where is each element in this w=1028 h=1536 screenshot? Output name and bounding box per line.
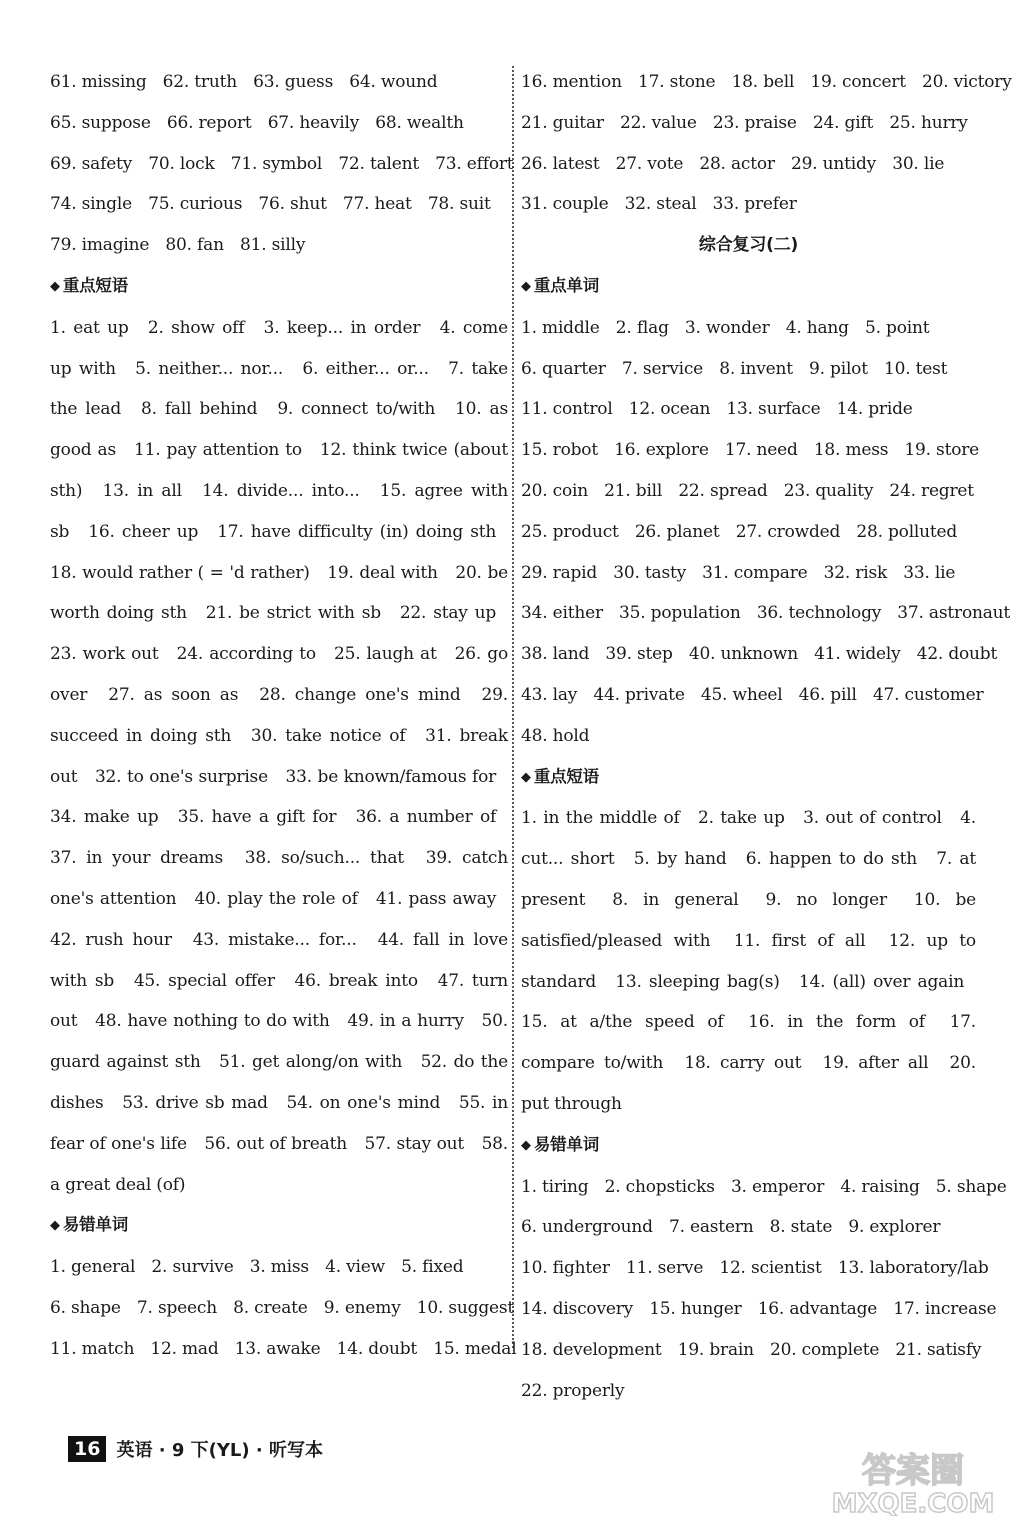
- word-item: 6. quarter: [521, 358, 606, 379]
- word-item: 7. service: [621, 358, 704, 379]
- word-row: [521, 1167, 1007, 1208]
- word-item: 37. astronaut: [897, 603, 1011, 624]
- word-item: 4. raising: [840, 1176, 920, 1197]
- phrase-item: 49. in a hurry: [347, 1011, 464, 1032]
- phrase-item: 13. sleeping bag(s): [615, 971, 780, 992]
- word-row: [521, 675, 984, 716]
- phrase-item: 16. cheer up: [88, 521, 199, 542]
- word-row: [521, 430, 980, 471]
- word-item: 39. step: [605, 644, 673, 665]
- phrase-item: 8. in general: [612, 889, 739, 910]
- phrase-item: 55. in fear of one's life: [50, 1092, 509, 1154]
- phrase-item: 2. show off: [147, 317, 245, 338]
- word-item: 16. explore: [614, 440, 709, 461]
- word-item: 16. advantage: [757, 1298, 878, 1319]
- word-item: 69. safety: [50, 153, 133, 174]
- diamond-icon: ◆: [50, 1218, 60, 1234]
- phrase-item: 3. out of control: [803, 808, 942, 829]
- phrase-item: 7. take the lead: [50, 358, 508, 420]
- word-item: 25. product: [521, 521, 619, 542]
- phrase-item: 19. after all: [822, 1053, 929, 1074]
- word-item: 47. customer: [872, 684, 984, 705]
- word-item: 63. guess: [253, 72, 334, 92]
- word-row: [50, 1329, 517, 1370]
- phrase-item: 36. a number of: [355, 807, 497, 828]
- phrase-item: 32. to one's surprise: [94, 766, 268, 787]
- word-item: 24. gift: [812, 112, 874, 133]
- phrase-item: 27. as soon as: [108, 684, 239, 705]
- word-item: 9. explorer: [848, 1217, 941, 1238]
- word-row: [521, 1371, 976, 1412]
- word-item: 1. middle: [521, 317, 600, 338]
- word-item: 3. emperor: [730, 1176, 825, 1197]
- word-row: [521, 1248, 989, 1289]
- phrase-item: 38. so/such... that: [244, 848, 404, 869]
- word-row: [50, 225, 508, 266]
- word-item: 26. planet: [634, 521, 720, 542]
- word-item: 30. lie: [892, 153, 945, 174]
- phrase-item: 44. fall in love with sb: [50, 929, 508, 991]
- phrase-item: 39. catch one's attention: [50, 848, 508, 909]
- phrase-item: 19. deal with: [327, 562, 438, 583]
- phrase-item: 16. in the form of: [748, 1012, 925, 1033]
- phrase-item: 12. think twice (about sth): [50, 440, 508, 501]
- word-item: 80. fan: [165, 235, 224, 256]
- phrase-item: 26. go over: [50, 644, 508, 705]
- word-item: 20. coin: [521, 480, 588, 501]
- diamond-icon: ◆: [50, 278, 60, 294]
- phrase-item: 33. be known/famous for: [285, 766, 497, 787]
- phrase-item: 37. in your dreams: [50, 848, 223, 869]
- word-item: 12. mad: [150, 1338, 219, 1359]
- word-item: 28. polluted: [856, 521, 958, 542]
- phrase-item: 7. at present: [521, 849, 976, 910]
- word-item: 2. flag: [615, 317, 669, 338]
- word-item: 76. shut: [258, 194, 327, 215]
- word-item: 17. stone: [637, 72, 716, 92]
- word-item: 8. state: [769, 1217, 833, 1238]
- phrase-item: 45. special offer: [133, 970, 275, 991]
- phrase-item: 22. stay up: [399, 603, 497, 624]
- word-item: 46. pill: [798, 684, 857, 705]
- phrase-item: 35. have a gift for: [177, 807, 337, 828]
- word-item: 28. actor: [699, 153, 775, 174]
- word-item: 22. spread: [678, 480, 768, 501]
- phrase-item: 12. up to standard: [521, 930, 976, 992]
- phrase-item: 17. compare to/with: [521, 1012, 976, 1074]
- word-item: 15. hunger: [649, 1298, 742, 1319]
- phrase-item: 11. pay attention to: [134, 440, 302, 461]
- phrase-item: 6. happen to do sth: [745, 849, 917, 870]
- word-item: 27. crowded: [735, 521, 841, 542]
- phrase-item: 29. succeed in doing sth: [50, 684, 508, 746]
- diamond-icon: ◆: [521, 1137, 531, 1153]
- phrase-item: 54. on one's mind: [286, 1092, 441, 1113]
- word-row: [521, 62, 1012, 103]
- phrase-item: 6. either... or...: [302, 358, 429, 379]
- phrase-item: 43. mistake... for...: [192, 929, 357, 950]
- word-row: [521, 389, 976, 430]
- phrase-item: 9. no longer: [765, 889, 887, 910]
- left-column: [50, 62, 517, 1370]
- word-row: [521, 184, 976, 225]
- confusing-words-list: [50, 1247, 517, 1369]
- phrase-item: 42. rush hour: [50, 929, 172, 950]
- watermark-bottom: MXQE.COM: [831, 1489, 995, 1516]
- word-item: 33. lie: [903, 562, 956, 583]
- book-title: 英语 · 9 下(YL) · 听写本: [116, 1440, 323, 1461]
- watermark-top: 答案圈: [862, 1451, 964, 1491]
- word-item: 8. create: [233, 1297, 308, 1318]
- phrase-item: 1. eat up: [50, 317, 129, 338]
- word-item: 11. serve: [625, 1258, 704, 1279]
- phrase-item: 47. turn out: [50, 970, 508, 1032]
- right-column: [521, 62, 1012, 1411]
- word-row: [50, 62, 508, 103]
- word-item: 7. speech: [136, 1297, 217, 1318]
- word-row: [521, 144, 976, 185]
- phrase-item: 41. pass away: [375, 888, 497, 909]
- phrase-item: 3. keep... in order: [263, 317, 421, 338]
- word-item: 10. test: [884, 358, 948, 379]
- word-row: [50, 103, 508, 144]
- phrase-item: 14. divide... into...: [202, 480, 360, 501]
- word-item: 4. view: [325, 1257, 385, 1278]
- word-item: 13. surface: [726, 399, 821, 420]
- word-item: 22. value: [619, 112, 697, 133]
- word-item: 81. silly: [239, 235, 306, 256]
- section-title: 综合复习(二): [698, 235, 799, 256]
- word-item: 64. wound: [349, 72, 438, 92]
- word-item: 61. missing: [50, 72, 147, 92]
- phrase-item: 24. according to: [176, 644, 316, 665]
- word-item: 70. lock: [148, 153, 215, 174]
- word-list-continued: [50, 62, 514, 266]
- phrase-item: 52. do the dishes: [50, 1052, 508, 1113]
- phrase-item: 14. (all) over again: [798, 971, 965, 992]
- word-item: 17. need: [724, 440, 798, 461]
- phrase-item: 30. take notice of: [250, 725, 406, 746]
- word-row: [50, 184, 508, 225]
- word-item: 15. robot: [521, 440, 598, 461]
- word-item: 21. guitar: [521, 112, 604, 133]
- word-item: 18. bell: [731, 72, 795, 92]
- phrase-item: 18. would rather ( = 'd rather): [50, 562, 310, 583]
- word-item: 71. symbol: [230, 153, 323, 174]
- word-item: 1. general: [50, 1257, 136, 1278]
- word-row: [521, 593, 1011, 634]
- phrase-item: 15. agree with sb: [50, 480, 508, 542]
- word-row: [521, 553, 976, 594]
- phrase-item: 56. out of breath: [204, 1133, 347, 1154]
- word-item: 30. tasty: [613, 562, 687, 583]
- word-item: 43. lay: [521, 684, 578, 705]
- word-item: 12. ocean: [628, 399, 711, 420]
- word-item: 27. vote: [615, 153, 684, 174]
- word-item: 10. suggest: [416, 1297, 515, 1318]
- word-item: 18. development: [521, 1339, 662, 1360]
- word-row: [50, 144, 514, 185]
- word-row: [521, 634, 998, 675]
- phrase-item: 20. put through: [521, 1053, 976, 1114]
- word-row: [521, 512, 976, 553]
- word-item: 36. technology: [756, 603, 882, 624]
- word-item: 11. match: [50, 1338, 135, 1359]
- word-item: 32. steal: [624, 194, 697, 215]
- word-item: 29. rapid: [521, 562, 598, 583]
- word-item: 10. fighter: [521, 1258, 610, 1279]
- phrase-item: 21. be strict with sb: [205, 603, 381, 624]
- phrase-item: 40. play the role of: [194, 888, 358, 909]
- key-words-list: [521, 308, 1011, 757]
- phrase-item: 57. stay out: [364, 1133, 465, 1154]
- word-item: 5. point: [864, 317, 930, 338]
- word-item: 66. report: [166, 112, 252, 133]
- word-item: 40. unknown: [688, 644, 798, 665]
- column-divider: [512, 66, 514, 1348]
- word-item: 42. doubt: [916, 644, 998, 665]
- word-row: [50, 1247, 508, 1288]
- word-item: 14. discovery: [521, 1298, 634, 1319]
- word-item: 75. curious: [148, 194, 243, 215]
- word-item: 34. either: [521, 603, 603, 624]
- page-number: 16: [68, 1436, 106, 1462]
- word-row: [521, 349, 976, 390]
- word-item: 11. control: [521, 399, 613, 420]
- word-item: 29. untidy: [790, 153, 877, 174]
- phrase-item: 58. a great deal (of): [50, 1133, 508, 1195]
- word-item: 68. wealth: [375, 112, 464, 133]
- word-item: 7. eastern: [668, 1217, 754, 1238]
- phrase-item: 20. be worth doing sth: [50, 562, 508, 624]
- word-item: 35. population: [619, 603, 741, 624]
- confusing-words-heading: ◆ 易错单词: [521, 1134, 600, 1154]
- word-item: 2. chopsticks: [604, 1176, 715, 1197]
- word-item: 22. properly: [521, 1380, 625, 1401]
- word-item: 23. praise: [712, 112, 797, 133]
- phrase-item: 5. by hand: [633, 849, 727, 870]
- word-item: 5. fixed: [401, 1257, 464, 1278]
- word-item: 45. wheel: [700, 684, 783, 705]
- key-phrases-list: [521, 798, 976, 1124]
- phrase-item: 23. work out: [50, 644, 159, 665]
- word-item: 8. invent: [719, 358, 793, 379]
- word-item: 31. couple: [521, 194, 609, 215]
- word-row: [521, 716, 976, 757]
- word-item: 20. complete: [770, 1339, 880, 1360]
- word-row: [521, 103, 976, 144]
- phrase-item: 17. have difficulty (in) doing sth: [217, 521, 497, 542]
- word-item: 19. store: [904, 440, 980, 461]
- word-item: 21. bill: [604, 480, 663, 501]
- word-item: 5. shape: [935, 1176, 1007, 1197]
- phrase-item: 13. in all: [102, 480, 182, 501]
- word-item: 41. widely: [814, 644, 901, 665]
- word-item: 67. heavily: [267, 112, 360, 133]
- word-item: 9. enemy: [323, 1297, 401, 1318]
- diamond-icon: ◆: [521, 278, 531, 294]
- phrase-item: 10. as good as: [50, 399, 508, 461]
- phrase-item: 34. make up: [50, 807, 159, 828]
- word-item: 20. victory: [922, 72, 1012, 92]
- word-row: [521, 308, 976, 349]
- phrase-item: 48. have nothing to do with: [95, 1011, 330, 1032]
- key-words-heading: ◆ 重点单词: [521, 275, 600, 295]
- key-phrases-heading: ◆ 重点短语: [521, 766, 600, 786]
- word-item: 78. suit: [427, 194, 491, 215]
- word-item: 15. medal: [433, 1338, 517, 1359]
- phrase-item: 15. at a/the speed of: [521, 1012, 724, 1033]
- word-item: 25. hurry: [889, 112, 968, 133]
- word-item: 19. concert: [810, 72, 906, 92]
- phrase-item: 31. break out: [50, 725, 508, 787]
- word-item: 26. latest: [521, 153, 600, 174]
- phrase-item: 25. laugh at: [333, 644, 437, 665]
- confusing-words-list: [521, 1167, 1007, 1412]
- phrase-item: 10. be satisfied/pleased with: [521, 889, 976, 951]
- confusing-words-continued: [521, 62, 1012, 225]
- phrase-item: 9. connect to/with: [277, 399, 436, 420]
- word-item: 19. brain: [677, 1339, 754, 1360]
- phrase-item: 11. first of all: [733, 930, 866, 951]
- word-item: 24. regret: [889, 480, 974, 501]
- word-item: 6. underground: [521, 1217, 653, 1238]
- word-item: 62. truth: [162, 72, 237, 92]
- key-phrases-list: [50, 308, 508, 1206]
- word-item: 3. miss: [249, 1257, 309, 1278]
- word-item: 6. shape: [50, 1297, 121, 1318]
- word-item: 14. doubt: [336, 1338, 418, 1359]
- word-item: 32. risk: [823, 562, 888, 583]
- phrase-item: 28. change one's mind: [259, 684, 461, 705]
- word-item: 72. talent: [338, 153, 419, 174]
- phrase-item: 2. take up: [698, 808, 785, 829]
- confusing-words-heading: ◆ 易错单词: [50, 1215, 129, 1235]
- word-row: [521, 1207, 976, 1248]
- word-item: 31. compare: [702, 562, 808, 583]
- word-item: 17. increase: [893, 1298, 997, 1319]
- word-item: 1. tiring: [521, 1176, 589, 1197]
- word-row: [521, 1289, 997, 1330]
- phrase-item: 46. break into: [294, 970, 418, 991]
- phrase-item: 50. guard against sth: [50, 1011, 508, 1073]
- word-item: 13. awake: [234, 1338, 321, 1359]
- word-item: 12. scientist: [719, 1258, 822, 1279]
- word-item: 3. wonder: [684, 317, 770, 338]
- watermark-logo: [818, 1444, 1008, 1516]
- word-row: [50, 1288, 515, 1329]
- word-item: 79. imagine: [50, 235, 150, 256]
- word-row: [521, 1330, 982, 1371]
- word-item: 44. private: [593, 684, 685, 705]
- word-item: 23. quality: [783, 480, 874, 501]
- word-item: 2. survive: [151, 1257, 234, 1278]
- word-item: 4. hang: [785, 317, 849, 338]
- word-item: 73. effort: [435, 153, 514, 174]
- word-item: 9. pilot: [809, 358, 868, 379]
- word-item: 77. heat: [342, 194, 412, 215]
- diamond-icon: ◆: [521, 769, 531, 785]
- phrase-item: 4. cut... short: [521, 808, 976, 870]
- word-row: [521, 471, 976, 512]
- word-item: 38. land: [521, 644, 590, 665]
- phrase-item: 8. fall behind: [140, 399, 258, 420]
- word-item: 13. laboratory/lab: [837, 1258, 989, 1279]
- word-item: 18. mess: [813, 440, 889, 461]
- phrase-item: 4. come up with: [50, 317, 508, 379]
- phrase-item: 53. drive sb mad: [122, 1092, 268, 1113]
- phrase-item: 5. neither... nor...: [135, 358, 284, 379]
- phrase-item: 51. get along/on with: [219, 1052, 403, 1073]
- phrase-item: 1. in the middle of: [521, 808, 680, 829]
- word-item: 48. hold: [521, 725, 590, 746]
- word-item: 14. pride: [836, 399, 913, 420]
- word-item: 33. prefer: [712, 194, 797, 215]
- word-item: 74. single: [50, 194, 132, 215]
- key-phrases-heading: ◆ 重点短语: [50, 275, 129, 295]
- word-item: 65. suppose: [50, 112, 151, 133]
- page-footer: [68, 1436, 323, 1462]
- word-item: 21. satisfy: [895, 1339, 982, 1360]
- phrase-item: 18. carry out: [684, 1053, 802, 1074]
- word-item: 16. mention: [521, 72, 622, 92]
